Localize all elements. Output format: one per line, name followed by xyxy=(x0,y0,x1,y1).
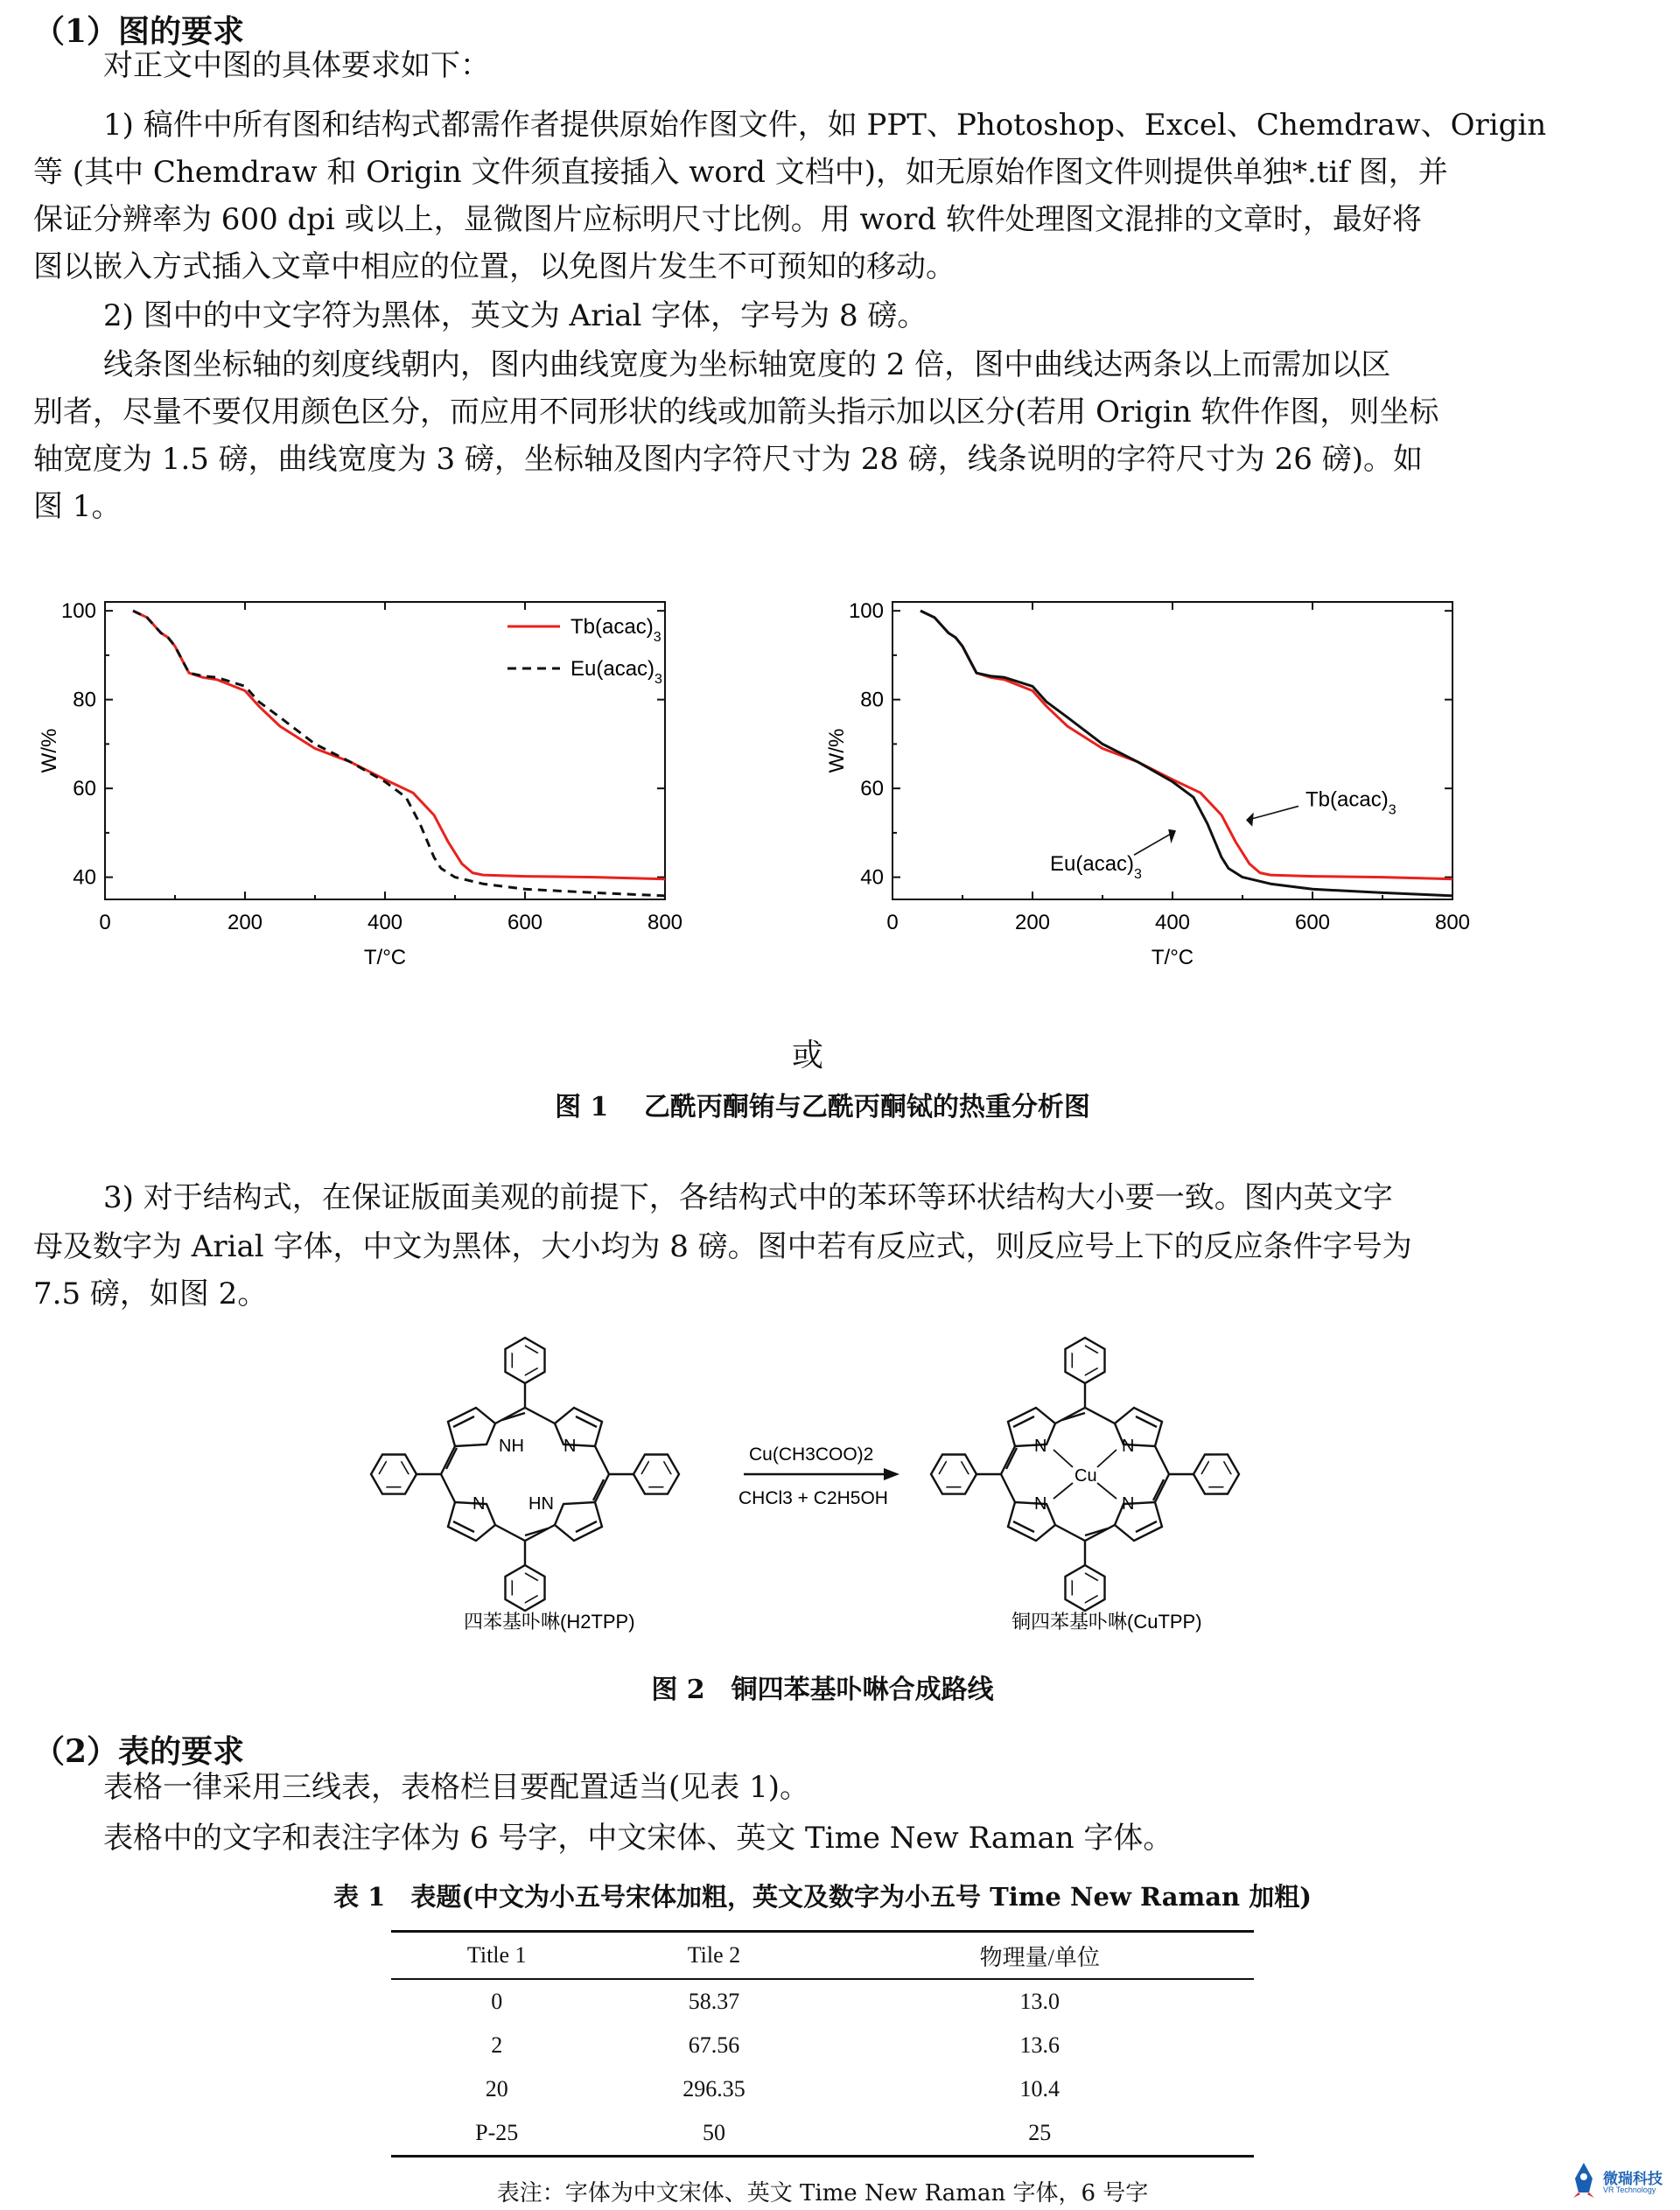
h2tpp-label: 四苯基卟啉(H2TPP) xyxy=(464,1611,635,1633)
item3-line-2: 母及数字为 Arial 字体，中文为黑体，大小均为 8 磅。图中若有反应式，则反应号上下的反应条件字号为 xyxy=(33,1229,1412,1264)
plot-frame xyxy=(105,602,665,899)
y-axis-label: W/% xyxy=(38,728,61,773)
legend-label: $Eu(acac)_3$ xyxy=(570,657,662,687)
y-tick-label: 80 xyxy=(860,688,884,712)
x-tick-label: 800 xyxy=(1434,911,1471,934)
figure2-caption: 图 2 铜四苯基卟啉合成路线 xyxy=(651,1675,994,1705)
table-cell: 13.0 xyxy=(1019,1989,1060,2014)
nh-label: NH xyxy=(499,1437,524,1456)
reagent-bottom: CHCl3 + C2H5OH xyxy=(738,1488,888,1508)
x-tick-label: 400 xyxy=(1154,911,1191,934)
linechart-rule-line-2: 别者，尽量不要仅用颜色区分，而应用不同形状的线或加箭头指示加以区分(若用 Origin 软件作图，则坐标 xyxy=(33,395,1439,430)
section2-line-2: 表格中的文字和表注字体为 6 号字，中文宋体、英文 Time New Raman 字体。 xyxy=(103,1821,1173,1856)
series-line-euacac3 xyxy=(133,611,665,896)
table-cell: 50 xyxy=(602,2111,825,2157)
table-cell: 13.6 xyxy=(1019,2032,1060,2058)
n-label-right-3: N xyxy=(1034,1494,1047,1514)
table-row xyxy=(391,1979,1254,2024)
table-caption: 表 1 表题(中文为小五号宋体加粗，英文及数字为小五号 Time New Raman 加粗) xyxy=(333,1882,1312,1912)
table-note: 表注：字体为中文宋体、英文 Time New Raman 字体，6 号字 xyxy=(496,2180,1149,2207)
item1-line-3: 保证分辨率为 600 dpi 或以上，显微图片应标明尺寸比例。用 word 软件处理图文混排的文章时，最好将 xyxy=(33,202,1422,237)
h2tpp-structure xyxy=(366,1338,685,1611)
or-text: 或 xyxy=(792,1038,824,1074)
linechart-rule-line-4: 图 1。 xyxy=(33,489,122,524)
figure1-caption: 图 1 乙酰丙酮铕与乙酰丙酮铽的热重分析图 xyxy=(555,1092,1090,1122)
y-tick-label: 40 xyxy=(73,865,96,890)
y-tick-label: 100 xyxy=(60,599,96,624)
logo-sub: VR Technology xyxy=(1603,2186,1656,2194)
table-cell: P-25 xyxy=(391,2111,602,2157)
item3-line-3: 7.5 磅，如图 2。 xyxy=(33,1276,268,1311)
series-line-tbacac3 xyxy=(920,611,1452,879)
table-cell: 296.35 xyxy=(682,2076,746,2102)
table-cell: 67.56 xyxy=(688,2032,740,2058)
x-tick-label: 800 xyxy=(647,911,683,934)
cutpp-label: 铜四苯基卟啉(CuTPP) xyxy=(1012,1611,1202,1633)
y-tick-label: 100 xyxy=(848,599,884,624)
y-tick-label: 60 xyxy=(73,777,96,801)
item1-line-1: 1) 稿件中所有图和结构式都需作者提供原始作图文件，如 PPT、Photoshop、Excel、Chemdraw、Origin xyxy=(103,108,1547,143)
table-cell: 20 xyxy=(485,2076,508,2102)
series-line-tbacac3 xyxy=(133,611,665,879)
annotation-arrow-eu xyxy=(1134,833,1172,855)
n-label-left-2: N xyxy=(564,1437,577,1456)
x-tick-label: 600 xyxy=(507,911,543,934)
x-tick-label: 0 xyxy=(886,911,899,934)
table-row xyxy=(391,2024,1254,2067)
annotation-label-eu: $Eu(acac)_3$ xyxy=(1050,852,1142,882)
section1-intro: 对正文中图的具体要求如下： xyxy=(103,48,490,83)
tga-chart-left xyxy=(38,586,718,1059)
section2-heading: （2）表的要求 xyxy=(33,1733,245,1770)
y-tick-label: 80 xyxy=(73,688,96,712)
table-cell: 10.4 xyxy=(1019,2076,1060,2102)
hn-label: HN xyxy=(528,1494,554,1514)
cu-label: Cu xyxy=(1074,1466,1097,1486)
table-cell: 2 xyxy=(491,2032,503,2058)
item1-line-2: 等 (其中 Chemdraw 和 Origin 文件须直接插入 word 文档中)，如无原始作图文件则提供单独*.tif 图，并 xyxy=(33,155,1448,190)
rocket-logo-icon xyxy=(1566,2161,1601,2200)
table-header: 物理量/单位 xyxy=(825,1932,1254,1980)
y-axis-label: W/% xyxy=(825,728,849,773)
item1-line-4: 图以嵌入方式插入文章中相应的位置，以免图片发生不可预知的移动。 xyxy=(33,249,956,284)
legend-label: $Tb(acac)_3$ xyxy=(570,615,662,645)
linechart-rule-line-1: 线条图坐标轴的刻度线朝内，图内曲线宽度为坐标轴宽度的 2 倍，图中曲线达两条以上而需加以区 xyxy=(103,347,1391,382)
table-cell: 25 xyxy=(825,2111,1254,2157)
section1-heading: （1）图的要求 xyxy=(33,13,245,50)
x-axis-label: T/°C xyxy=(1151,946,1194,969)
item3-line-1: 3) 对于结构式，在保证版面美观的前提下，各结构式中的苯环等环状结构大小要一致。图内英文字 xyxy=(103,1180,1393,1215)
tga-chart-right xyxy=(825,586,1505,1059)
x-tick-label: 600 xyxy=(1294,911,1331,934)
table-cell: 0 xyxy=(491,1989,503,2014)
n-label-right-2: N xyxy=(1122,1437,1135,1456)
porphyrin-scheme xyxy=(385,1317,1260,1632)
annotation-label-tb: $Tb(acac)_3$ xyxy=(1306,787,1396,817)
n-label-left-1: N xyxy=(472,1494,486,1514)
n-label-right-4: N xyxy=(1122,1494,1135,1514)
x-tick-label: 400 xyxy=(367,911,403,934)
x-tick-label: 200 xyxy=(227,911,263,934)
table-row xyxy=(391,2111,1254,2157)
table-cell: 58.37 xyxy=(688,1989,740,2014)
series-line-euacac3 xyxy=(920,611,1452,896)
annotation-arrow-tb xyxy=(1250,806,1298,819)
plot-frame xyxy=(892,602,1452,899)
linechart-rule-line-3: 轴宽度为 1.5 磅，曲线宽度为 3 磅，坐标轴及图内字符尺寸为 28 磅，线条说明的字符尺寸为 26 磅)。如 xyxy=(33,442,1423,477)
y-tick-label: 40 xyxy=(860,865,884,890)
x-tick-label: 0 xyxy=(99,911,111,934)
company-logo xyxy=(1566,2161,1671,2205)
x-axis-label: T/°C xyxy=(363,946,407,969)
reaction-arrow xyxy=(744,1468,900,1480)
annotation-arrowhead-eu xyxy=(1168,829,1176,843)
table-header: Tile 2 xyxy=(602,1932,825,1980)
y-tick-label: 60 xyxy=(860,777,884,801)
cutpp-structure xyxy=(926,1338,1245,1611)
table-row xyxy=(391,2067,1254,2111)
section2-line-1: 表格一律采用三线表，表格栏目要配置适当(见表 1)。 xyxy=(103,1770,809,1805)
logo-name: 微瑞科技 xyxy=(1603,2171,1662,2187)
table-header: Title 1 xyxy=(391,1932,602,1980)
table-header-row xyxy=(391,1932,1254,1980)
n-label-right-1: N xyxy=(1034,1437,1047,1456)
item2-text: 2) 图中的中文字符为黑体，英文为 Arial 字体，字号为 8 磅。 xyxy=(103,298,928,333)
annotation-arrowhead-tb xyxy=(1246,813,1254,827)
data-table xyxy=(391,1930,1254,2158)
x-tick-label: 200 xyxy=(1014,911,1051,934)
reagent-top: Cu(CH3COO)2 xyxy=(749,1444,874,1465)
